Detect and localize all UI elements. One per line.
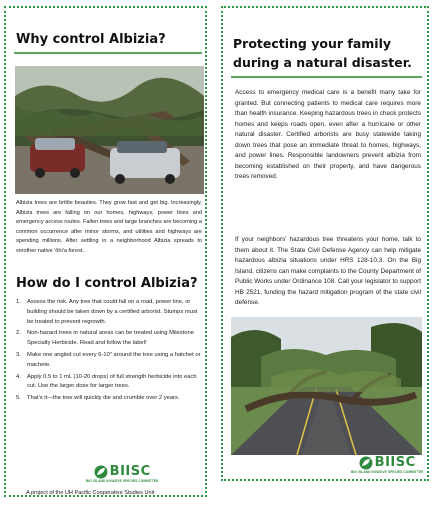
leaf-icon bbox=[94, 465, 108, 479]
right-title: Protecting your family during a natural disaster. bbox=[233, 36, 412, 70]
left-title: Why control Albizia? bbox=[16, 32, 166, 47]
logo-name: BIISC bbox=[109, 464, 151, 479]
why-control-paragraph: Albizia trees are brittle beauties. They grow fast and get big. Increasingly, Albizia trees are falling on our homes, highways, power lines and emergency access routes. Fallen trees and large branches are becoming a common occurrence after minor storms, and utilities and highways are spending millions. After settling in a neighborhood Albizia spreads to smother native 'ōhi'a forest. bbox=[16, 200, 202, 254]
logo-subtitle: BIG ISLAND INVASIVE SPECIES COMMITTEE bbox=[86, 479, 159, 483]
left-panel bbox=[4, 6, 207, 497]
biisc-logo bbox=[86, 464, 158, 483]
title-divider bbox=[14, 52, 202, 54]
biisc-logo bbox=[351, 455, 423, 474]
logo-name: BIISC bbox=[374, 455, 416, 470]
protecting-paragraph: Access to emergency medical care is a benefit many take for granted. But connecting patients to medical care requires more than health insurance. Keeping hazardous trees in check protects homes and keeps roads open, even after a hurricane or other natural disaster. Certified arborists are busy statewide taking down trees that pose an immediate threat to homes, highways, and power lines. Responsible landowners prevent albizia from becoming established on their property, and have dangerous trees removed. bbox=[235, 89, 421, 180]
tree-across-road-photo bbox=[231, 317, 422, 455]
fallen-tree-on-cars-photo bbox=[15, 66, 204, 194]
logo-subtitle: BIG ISLAND INVASIVE SPECIES COMMITTEE bbox=[351, 470, 424, 474]
control-steps-list bbox=[16, 298, 204, 406]
list-item: 4. Apply 0.5 to 1 mL (10-20 drops) of full strength herbicide into each cut. Use the larger dose for larger trees. bbox=[16, 373, 197, 390]
leaf-icon bbox=[359, 456, 373, 470]
list-item: 5. That's it—the tree will quickly die and crumble over 2 years. bbox=[16, 395, 180, 402]
neighbors-paragraph: If your neighbors' hazardous tree threatens your home, talk to them about it. The State Civil Defense Agency can help mitigate hazardous albizia situations under HRS 128-10.3. On the Big Island, citizens can make complaints to the County Department of Public Works under Ordinance 108. Call your legislator to support HB 2521, funding the hazard mitigation program of the state civil defense. bbox=[235, 236, 421, 306]
how-control-title: How do I control Albizia? bbox=[16, 276, 198, 291]
list-item: 3. Make one angled cut every 6-10" around the tree using a hatchet or machete. bbox=[16, 351, 201, 368]
right-panel bbox=[221, 6, 429, 481]
list-item: 1. Assess the risk. Any tree that could fall on a road, power line, or building should be taken down by a certified arborist. Stumps must be treated to prevent regrowth. bbox=[16, 299, 198, 325]
title-divider bbox=[231, 76, 422, 78]
footer-note: A project of the UH Pacific Cooperative Studies Unit bbox=[26, 490, 155, 496]
list-item: 2. Non-hazard trees in natural areas can be treated using Milestone Specialty Herbicide. Read and follow the label! bbox=[16, 330, 194, 347]
